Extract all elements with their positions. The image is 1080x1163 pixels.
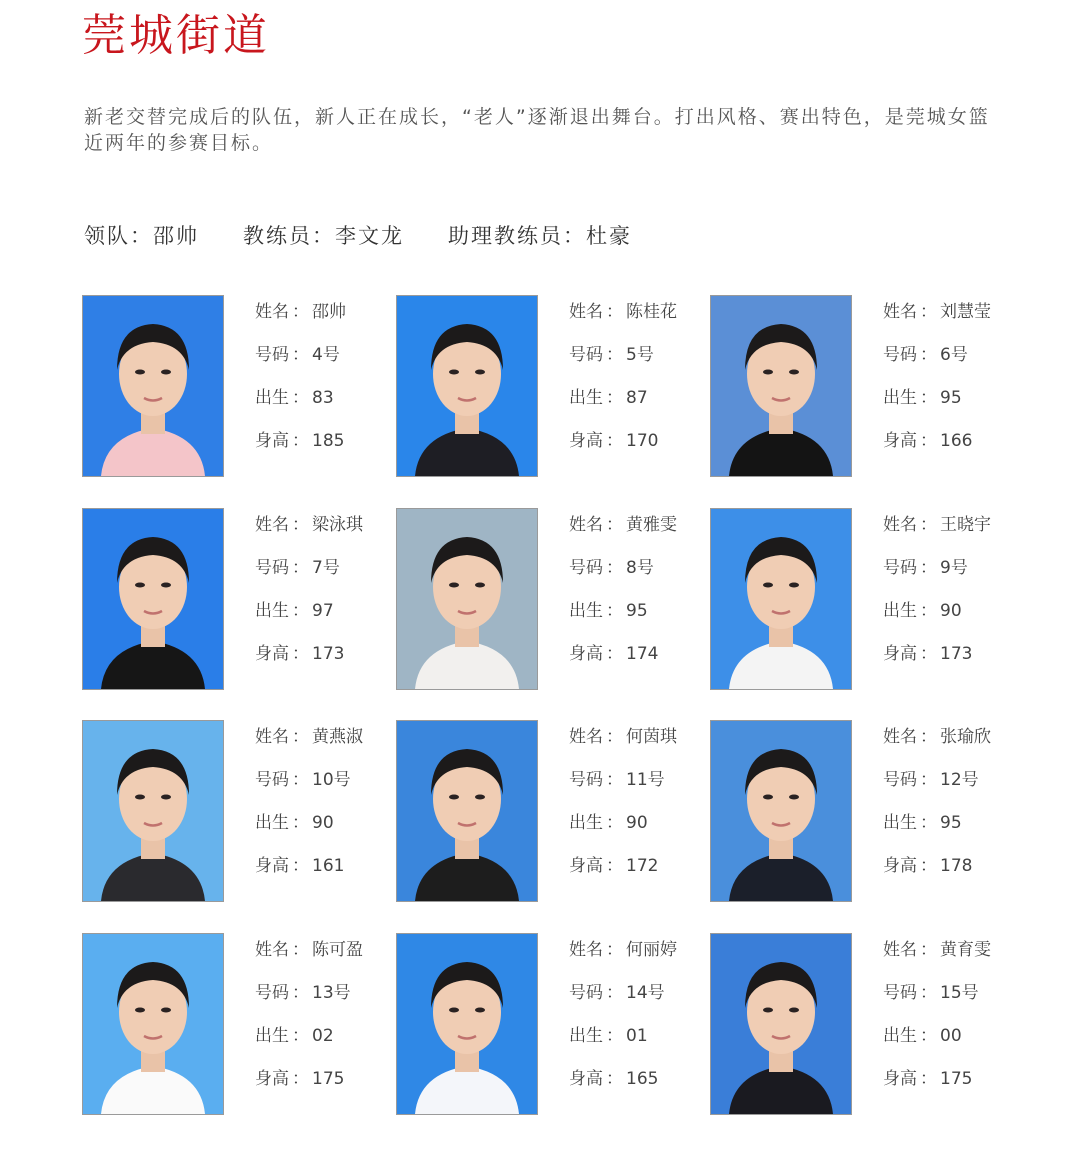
player-photo	[396, 720, 538, 902]
field-separator: ：	[292, 345, 309, 365]
field-label: 身高	[883, 431, 917, 451]
field-separator: ：	[920, 983, 937, 1003]
field-separator: ：	[920, 727, 937, 747]
field-value: 97	[312, 601, 334, 621]
field-value: 165	[626, 1069, 659, 1089]
player-height-row	[569, 1064, 658, 1089]
field-separator: ：	[920, 515, 937, 535]
player-number-row	[883, 340, 968, 365]
field-label: 出生	[883, 601, 917, 621]
staff-label: 领队：	[84, 224, 153, 248]
field-separator: ：	[920, 388, 937, 408]
field-separator: ：	[292, 558, 309, 578]
field-label: 号码	[255, 770, 289, 790]
field-separator: ：	[292, 1026, 309, 1046]
field-separator: ：	[606, 345, 623, 365]
field-separator: ：	[606, 856, 623, 876]
player-height-row	[883, 426, 972, 451]
player-photo	[82, 295, 224, 477]
field-value: 7号	[312, 558, 340, 578]
field-label: 姓名	[883, 727, 917, 747]
player-height-row	[569, 426, 658, 451]
field-separator: ：	[292, 644, 309, 664]
field-value: 黄雅雯	[626, 515, 677, 535]
field-separator: ：	[292, 940, 309, 960]
field-separator: ：	[606, 601, 623, 621]
field-separator: ：	[292, 983, 309, 1003]
portrait-silhouette	[711, 509, 851, 689]
player-card	[396, 933, 696, 1117]
player-card	[710, 933, 1010, 1117]
player-card	[710, 508, 1010, 692]
player-card	[82, 295, 382, 479]
player-card	[396, 508, 696, 692]
field-separator: ：	[920, 770, 937, 790]
player-birth-row	[255, 808, 334, 833]
field-separator: ：	[606, 302, 623, 322]
field-separator: ：	[920, 1026, 937, 1046]
player-number-row	[569, 978, 665, 1003]
field-value: 172	[626, 856, 659, 876]
field-value: 175	[312, 1069, 345, 1089]
field-value: 黄育雯	[940, 940, 991, 960]
player-number-row	[569, 765, 665, 790]
field-value: 02	[312, 1026, 334, 1046]
field-value: 90	[312, 813, 334, 833]
player-birth-row	[569, 596, 648, 621]
portrait-silhouette	[83, 509, 223, 689]
field-label: 姓名	[569, 940, 603, 960]
field-label: 出生	[569, 1026, 603, 1046]
field-separator: ：	[292, 388, 309, 408]
field-value: 178	[940, 856, 973, 876]
field-value: 陈桂花	[626, 302, 677, 322]
field-label: 姓名	[883, 515, 917, 535]
portrait-silhouette	[83, 934, 223, 1114]
player-name-row	[255, 510, 363, 535]
player-name-row	[569, 510, 677, 535]
field-separator: ：	[920, 601, 937, 621]
field-label: 号码	[255, 345, 289, 365]
player-birth-row	[883, 383, 962, 408]
field-separator: ：	[920, 940, 937, 960]
field-label: 号码	[569, 983, 603, 1003]
field-value: 173	[312, 644, 345, 664]
player-birth-row	[569, 808, 648, 833]
player-birth-row	[883, 808, 962, 833]
field-label: 姓名	[255, 515, 289, 535]
field-value: 刘慧莹	[940, 302, 991, 322]
player-card	[710, 295, 1010, 479]
field-separator: ：	[292, 856, 309, 876]
field-value: 166	[940, 431, 973, 451]
field-label: 出生	[569, 813, 603, 833]
field-separator: ：	[606, 813, 623, 833]
field-label: 身高	[255, 1069, 289, 1089]
field-label: 号码	[569, 345, 603, 365]
portrait-silhouette	[397, 296, 537, 476]
field-separator: ：	[606, 1026, 623, 1046]
player-name-row	[883, 722, 991, 747]
field-value: 90	[626, 813, 648, 833]
field-value: 87	[626, 388, 648, 408]
field-value: 01	[626, 1026, 648, 1046]
player-card	[396, 295, 696, 479]
field-separator: ：	[606, 515, 623, 535]
player-photo	[710, 933, 852, 1115]
player-name-row	[569, 935, 677, 960]
field-separator: ：	[920, 813, 937, 833]
player-photo	[396, 508, 538, 690]
field-separator: ：	[292, 431, 309, 451]
player-height-row	[883, 639, 972, 664]
staff-label: 教练员：	[243, 224, 335, 248]
field-separator: ：	[920, 302, 937, 322]
field-value: 5号	[626, 345, 654, 365]
player-height-row	[883, 1064, 972, 1089]
field-value: 170	[626, 431, 659, 451]
field-label: 身高	[569, 431, 603, 451]
player-name-row	[883, 297, 991, 322]
field-value: 00	[940, 1026, 962, 1046]
player-height-row	[255, 639, 344, 664]
field-separator: ：	[606, 983, 623, 1003]
field-label: 号码	[883, 345, 917, 365]
field-label: 号码	[569, 558, 603, 578]
field-separator: ：	[292, 770, 309, 790]
field-value: 邵帅	[312, 302, 346, 322]
field-value: 95	[626, 601, 648, 621]
field-label: 号码	[883, 770, 917, 790]
field-label: 号码	[255, 558, 289, 578]
field-value: 174	[626, 644, 659, 664]
player-name-row	[255, 722, 363, 747]
intro-paragraph: 新老交替完成后的队伍，新人正在成长，“老人”逐渐退出舞台。打出风格、赛出特色，是莞城女篮近两年的参赛目标。	[84, 106, 990, 154]
field-separator: ：	[292, 813, 309, 833]
field-value: 何茵琪	[626, 727, 677, 747]
field-value: 4号	[312, 345, 340, 365]
player-card	[82, 720, 382, 904]
field-separator: ：	[920, 644, 937, 664]
field-label: 号码	[255, 983, 289, 1003]
field-value: 14号	[626, 983, 665, 1003]
field-label: 号码	[883, 558, 917, 578]
player-photo	[396, 295, 538, 477]
field-separator: ：	[606, 644, 623, 664]
field-separator: ：	[606, 558, 623, 578]
field-label: 身高	[569, 856, 603, 876]
field-separator: ：	[606, 727, 623, 747]
field-separator: ：	[292, 302, 309, 322]
player-number-row	[255, 978, 351, 1003]
field-label: 号码	[569, 770, 603, 790]
staff-name: 李文龙	[335, 224, 404, 248]
player-birth-row	[883, 596, 962, 621]
field-separator: ：	[920, 558, 937, 578]
field-value: 90	[940, 601, 962, 621]
player-birth-row	[883, 1021, 962, 1046]
player-birth-row	[255, 596, 334, 621]
player-name-row	[569, 297, 677, 322]
field-value: 11号	[626, 770, 665, 790]
portrait-silhouette	[711, 296, 851, 476]
field-label: 身高	[255, 431, 289, 451]
field-label: 身高	[883, 1069, 917, 1089]
field-value: 黄燕淑	[312, 727, 363, 747]
field-separator: ：	[920, 431, 937, 451]
field-value: 95	[940, 388, 962, 408]
player-height-row	[569, 639, 658, 664]
field-value: 10号	[312, 770, 351, 790]
player-birth-row	[255, 383, 334, 408]
field-value: 张瑜欣	[940, 727, 991, 747]
player-number-row	[255, 340, 340, 365]
staff-name: 杜豪	[586, 224, 632, 248]
player-photo	[396, 933, 538, 1115]
field-label: 姓名	[569, 302, 603, 322]
field-label: 身高	[883, 644, 917, 664]
staff-name: 邵帅	[153, 224, 199, 248]
player-number-row	[883, 978, 979, 1003]
player-card	[82, 933, 382, 1117]
field-separator: ：	[292, 1069, 309, 1089]
field-label: 身高	[569, 644, 603, 664]
field-value: 185	[312, 431, 345, 451]
field-value: 95	[940, 813, 962, 833]
player-number-row	[255, 553, 340, 578]
field-separator: ：	[920, 856, 937, 876]
player-number-row	[883, 553, 968, 578]
player-photo	[82, 933, 224, 1115]
field-value: 梁泳琪	[312, 515, 363, 535]
field-label: 身高	[255, 644, 289, 664]
field-label: 出生	[255, 813, 289, 833]
player-photo	[710, 508, 852, 690]
field-value: 173	[940, 644, 973, 664]
field-label: 姓名	[883, 302, 917, 322]
player-height-row	[255, 1064, 344, 1089]
field-separator: ：	[292, 515, 309, 535]
field-value: 13号	[312, 983, 351, 1003]
field-label: 姓名	[569, 515, 603, 535]
player-number-row	[569, 553, 654, 578]
player-photo	[710, 295, 852, 477]
player-card	[82, 508, 382, 692]
field-separator: ：	[292, 601, 309, 621]
player-height-row	[883, 851, 972, 876]
player-height-row	[255, 851, 344, 876]
player-name-row	[883, 935, 991, 960]
field-separator: ：	[606, 388, 623, 408]
player-number-row	[255, 765, 351, 790]
field-label: 出生	[569, 601, 603, 621]
field-separator: ：	[606, 431, 623, 451]
field-label: 姓名	[883, 940, 917, 960]
field-label: 姓名	[255, 302, 289, 322]
field-label: 出生	[255, 1026, 289, 1046]
field-value: 161	[312, 856, 345, 876]
player-card	[396, 720, 696, 904]
field-value: 83	[312, 388, 334, 408]
portrait-silhouette	[397, 721, 537, 901]
field-separator: ：	[606, 1069, 623, 1089]
player-birth-row	[569, 1021, 648, 1046]
field-label: 姓名	[255, 940, 289, 960]
field-label: 身高	[255, 856, 289, 876]
field-label: 身高	[883, 856, 917, 876]
player-name-row	[255, 935, 363, 960]
field-label: 姓名	[569, 727, 603, 747]
field-value: 何丽婷	[626, 940, 677, 960]
portrait-silhouette	[83, 296, 223, 476]
player-number-row	[883, 765, 979, 790]
field-value: 王晓宇	[940, 515, 991, 535]
player-number-row	[569, 340, 654, 365]
field-separator: ：	[920, 1069, 937, 1089]
player-birth-row	[255, 1021, 334, 1046]
player-photo	[710, 720, 852, 902]
portrait-silhouette	[397, 509, 537, 689]
staff-label: 助理教练员：	[448, 224, 586, 248]
field-value: 陈可盈	[312, 940, 363, 960]
field-separator: ：	[920, 345, 937, 365]
field-separator: ：	[606, 770, 623, 790]
portrait-silhouette	[397, 934, 537, 1114]
portrait-silhouette	[711, 934, 851, 1114]
field-label: 出生	[883, 388, 917, 408]
player-height-row	[569, 851, 658, 876]
field-value: 9号	[940, 558, 968, 578]
field-value: 175	[940, 1069, 973, 1089]
field-separator: ：	[606, 940, 623, 960]
field-value: 15号	[940, 983, 979, 1003]
player-name-row	[883, 510, 991, 535]
field-label: 身高	[569, 1069, 603, 1089]
field-value: 12号	[940, 770, 979, 790]
field-value: 6号	[940, 345, 968, 365]
player-photo	[82, 720, 224, 902]
player-height-row	[255, 426, 344, 451]
player-card	[710, 720, 1010, 904]
field-label: 出生	[255, 601, 289, 621]
field-value: 8号	[626, 558, 654, 578]
field-label: 出生	[883, 813, 917, 833]
player-birth-row	[569, 383, 648, 408]
field-label: 姓名	[255, 727, 289, 747]
field-label: 号码	[883, 983, 917, 1003]
portrait-silhouette	[711, 721, 851, 901]
field-label: 出生	[569, 388, 603, 408]
player-name-row	[255, 297, 346, 322]
field-label: 出生	[255, 388, 289, 408]
player-name-row	[569, 722, 677, 747]
player-photo	[82, 508, 224, 690]
page-title: 莞城街道	[82, 10, 270, 61]
field-separator: ：	[292, 727, 309, 747]
portrait-silhouette	[83, 721, 223, 901]
field-label: 出生	[883, 1026, 917, 1046]
